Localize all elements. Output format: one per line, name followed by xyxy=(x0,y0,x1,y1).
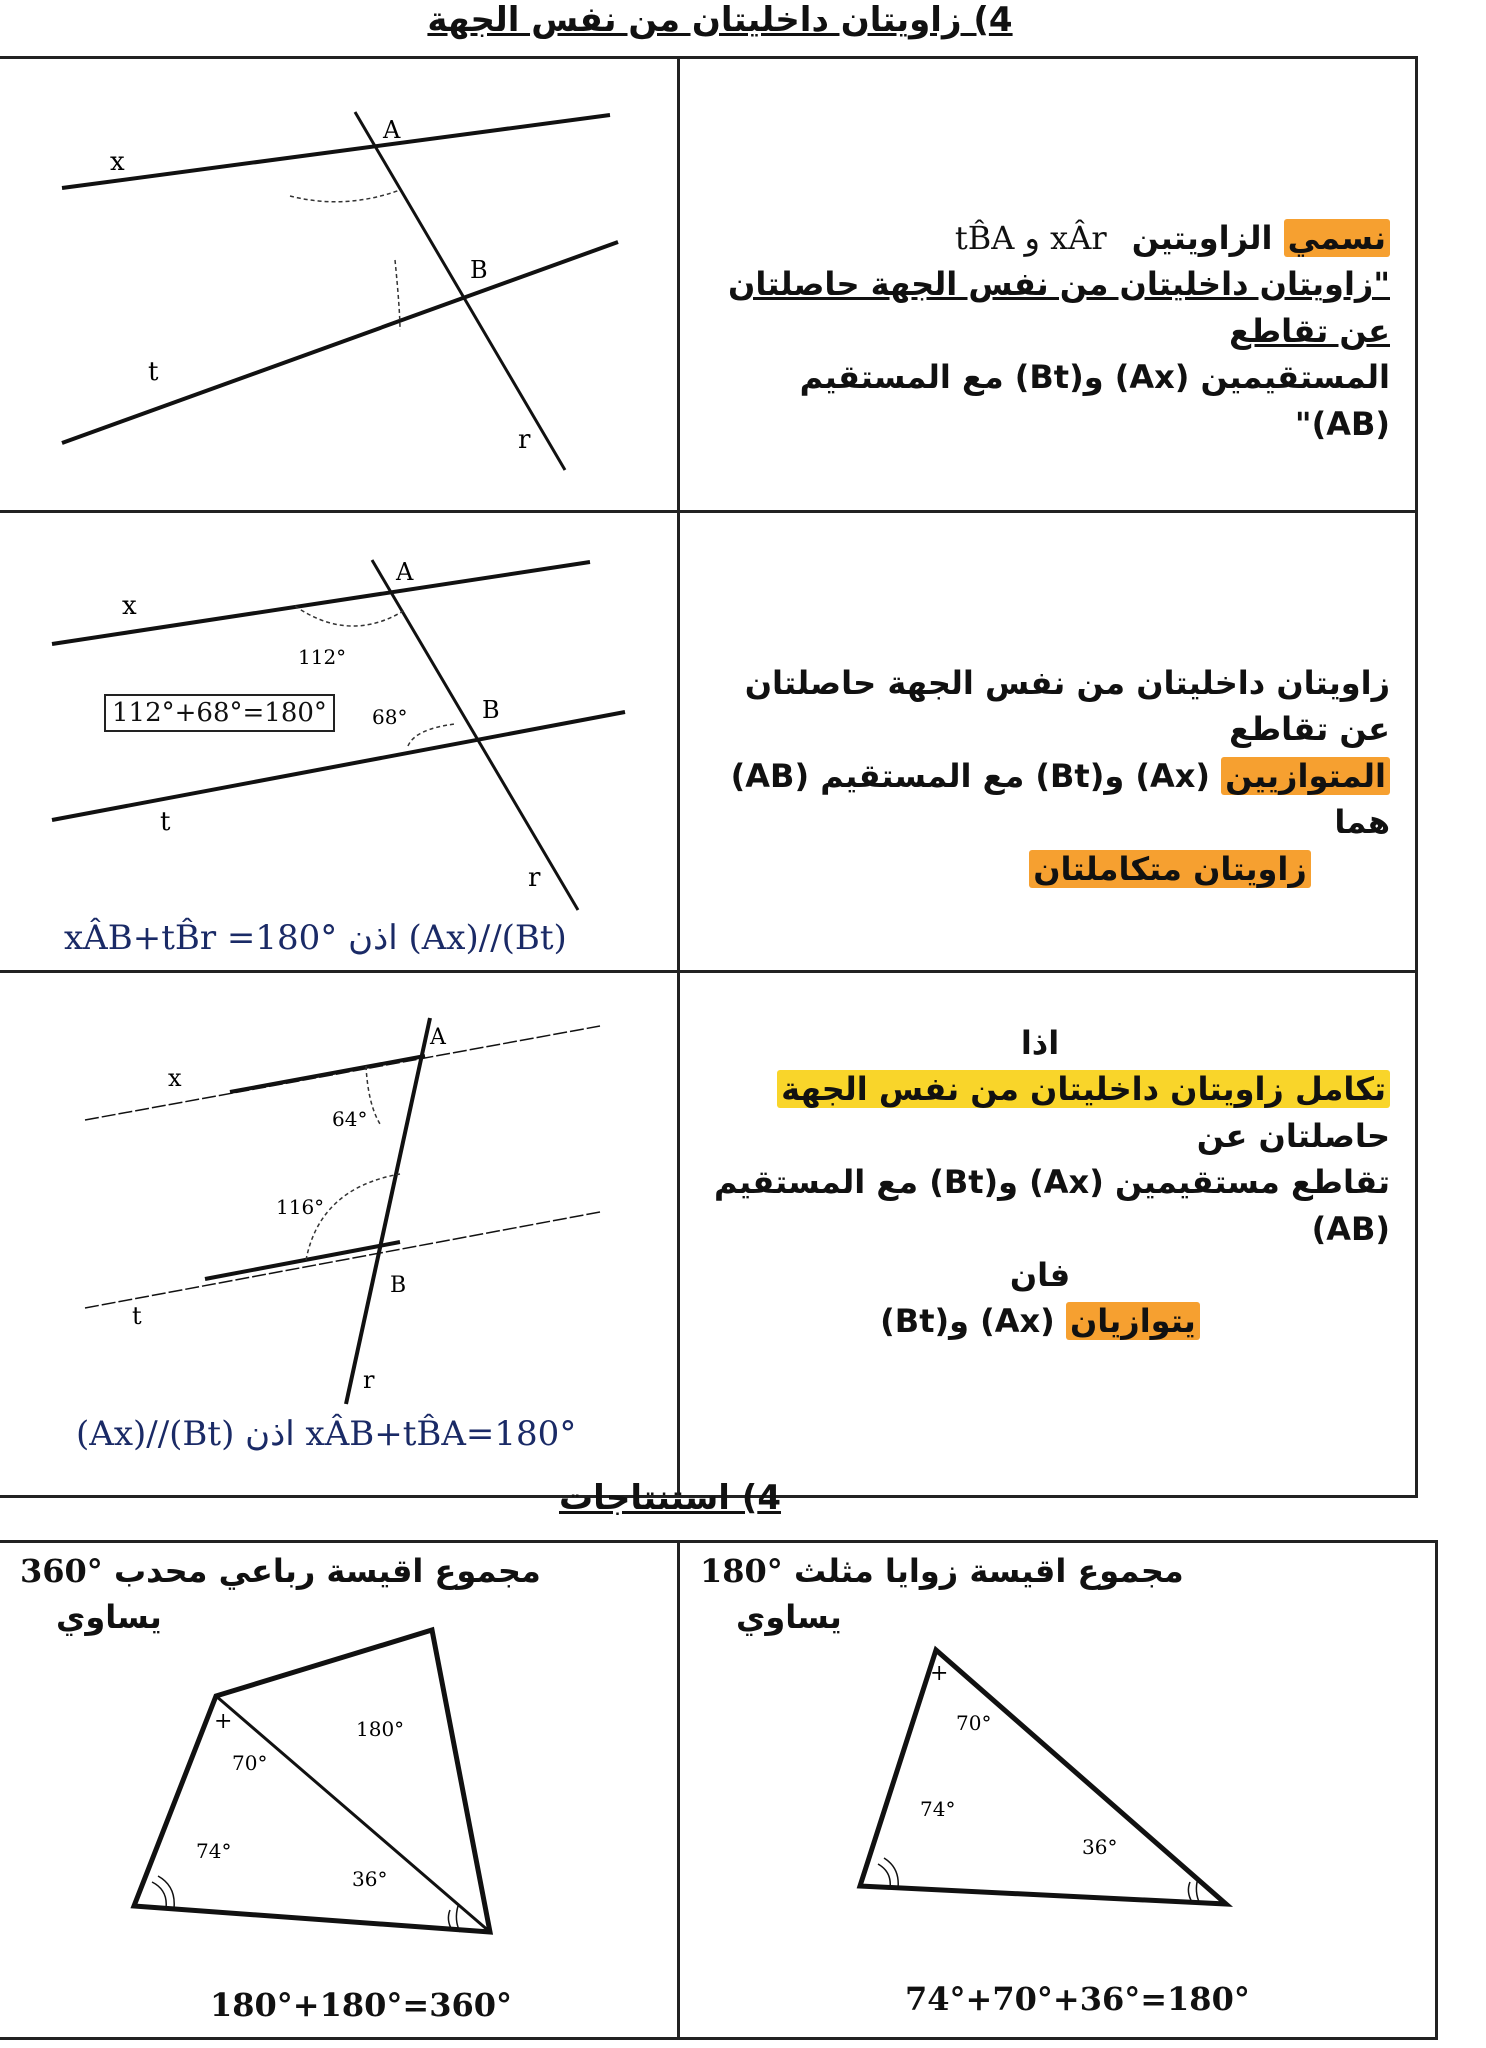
label-t: t xyxy=(148,357,159,387)
angle-68: 68° xyxy=(372,705,408,729)
angle-74: 74° xyxy=(196,1839,232,1863)
tri-formula: 74°+70°+36°=180° xyxy=(905,1980,1250,2018)
row1-text xyxy=(700,215,1390,447)
label-x: x xyxy=(122,591,137,621)
row1-figure xyxy=(0,60,676,508)
tri-heading-value: 180° xyxy=(700,1552,783,1590)
row1-line3: المستقيمين (Ax) و(Bt) مع المستقيم (AB)" xyxy=(799,358,1390,443)
svg-text:+: + xyxy=(214,1709,233,1734)
label-b: B xyxy=(482,696,500,724)
label-x: x xyxy=(110,147,125,177)
table-divider xyxy=(677,56,680,1498)
highlight-parallel-result: يتوازيان xyxy=(1066,1302,1200,1340)
tri-heading-text: مجموع اقيسة زوايا مثلث يساوي xyxy=(736,1552,1184,1637)
row3-line5-rest: (Ax) و(Bt) xyxy=(880,1302,1055,1341)
row2-bottom-formula: xÂB+tB̂r =180° اذن (Ax)//(Bt) xyxy=(64,918,567,958)
row2-line1: زاويتان داخليتان من نفس الجهة حاصلتان عن تقاطع xyxy=(744,664,1390,749)
row1-line1-math: tB̂A و xÂr xyxy=(954,219,1107,257)
label-r: r xyxy=(363,1366,375,1394)
row-separator xyxy=(0,510,1418,513)
quad-formula: 180°+180°=360° xyxy=(210,1986,513,2024)
row3-bottom-formula: (Ax)//(Bt) اذن xÂB+tB̂A=180° xyxy=(76,1414,577,1454)
row2-line2-rest: (Ax) و(Bt) مع المستقيم (AB) هما xyxy=(730,756,1390,842)
label-b: B xyxy=(390,1273,407,1298)
angle-116: 116° xyxy=(276,1195,325,1219)
angle-74: 74° xyxy=(920,1797,956,1821)
label-x: x xyxy=(168,1064,182,1092)
row1-line1 xyxy=(700,215,1390,261)
angle-36: 36° xyxy=(352,1867,388,1891)
label-r: r xyxy=(528,863,541,893)
highlight-parallel: المتوازيين xyxy=(1221,757,1390,795)
angle-112: 112° xyxy=(298,645,347,669)
row3-line4: فان xyxy=(1009,1255,1071,1294)
row3-line3: تقاطع مستقيمين (Ax) و(Bt) مع المستقيم (AB) xyxy=(713,1163,1390,1248)
svg-text:+: + xyxy=(930,1661,949,1686)
label-a: A xyxy=(430,1025,446,1050)
label-a: A xyxy=(396,558,414,586)
label-r: r xyxy=(518,425,531,455)
angle-64: 64° xyxy=(332,1107,368,1131)
row1-line2: "زاويتان داخليتان من نفس الجهة حاصلتان عن تقاطع xyxy=(728,265,1390,350)
highlight-supplementary: زاويتان متكاملتان xyxy=(1029,850,1311,888)
row2-figure xyxy=(0,514,676,970)
row3-line5 xyxy=(690,1298,1390,1344)
row3-line2-rest: حاصلتان عن xyxy=(1196,1116,1390,1155)
triangle-figure xyxy=(680,1620,1380,1960)
label-t: t xyxy=(132,1302,142,1330)
section-title: 4) زاويتان داخليتان من نفس الجهة xyxy=(427,0,1013,40)
highlight-name: نسمي xyxy=(1284,219,1390,257)
highlight-condition: تكامل زاويتان داخليتان من نفس الجهة xyxy=(777,1070,1390,1108)
quad-heading-text: مجموع اقيسة رباعي محدب يساوي xyxy=(56,1552,541,1637)
section2-title: 4) استنتاجات xyxy=(559,1478,781,1518)
label-b: B xyxy=(470,256,488,284)
row-separator xyxy=(0,970,1418,973)
angle-36: 36° xyxy=(1082,1835,1118,1859)
row3-line2 xyxy=(690,1066,1390,1159)
row2-text xyxy=(690,660,1390,892)
quadrilateral-figure xyxy=(0,1620,676,1960)
label-t: t xyxy=(160,807,171,837)
angle-70: 70° xyxy=(956,1711,992,1735)
quad-heading-value: 360° xyxy=(20,1552,103,1590)
row3-text xyxy=(690,1020,1390,1345)
label-a: A xyxy=(383,116,401,144)
angle-70: 70° xyxy=(232,1751,268,1775)
row2-line2 xyxy=(690,753,1390,846)
row2-line3 xyxy=(690,846,1390,892)
row3-line1: اذا xyxy=(1020,1024,1060,1062)
sum-box: 112°+68°=180° xyxy=(104,694,335,732)
angle-180: 180° xyxy=(356,1717,405,1741)
row1-line1-rest: الزاويتين xyxy=(1131,219,1273,257)
